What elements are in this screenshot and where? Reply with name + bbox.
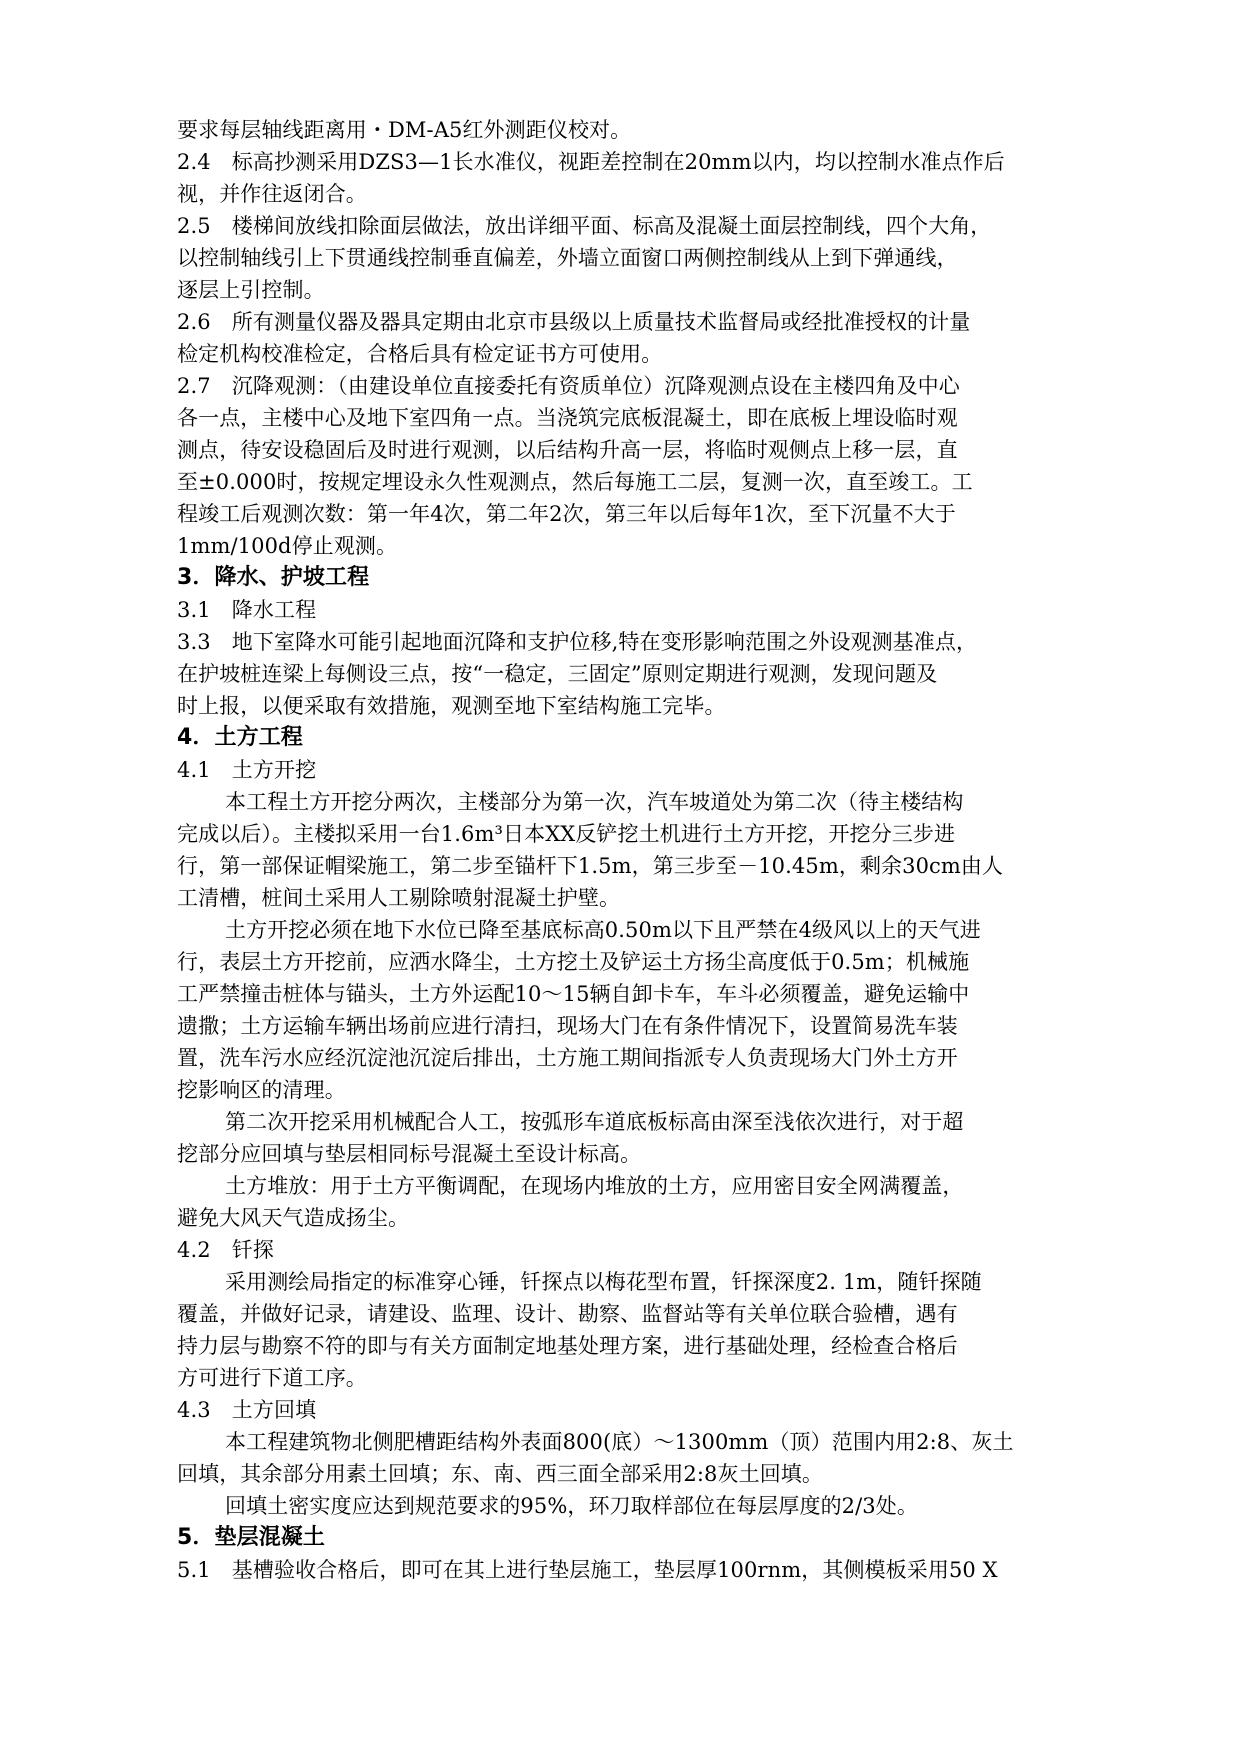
paragraph-line: 完成以后）。主楼拟采用一台1.6m³日本XX反铲挖土机进行土方开挖，开挖分三步进 [177,822,956,846]
subsection-heading: 4.1 土方开挖 [177,758,317,782]
paragraph-line: 至±0.000时，按规定埋设永久性观测点，然后每施工二层，复测一次，直至竣工。工 [177,470,973,494]
paragraph-line: 时上报，以便采取有效措施，观测至地下室结构施工完毕。 [177,694,726,718]
paragraph-line: 采用测绘局指定的标准穿心锤，钎探点以梅花型布置，钎探深度2. 1m，随钎探随 [225,1270,982,1294]
paragraph-line: 3.3 地下室降水可能引起地面沉降和支护位移,特在变形影响范围之外设观测基准点， [177,630,978,654]
paragraph-line: 本工程建筑物北侧肥槽距结构外表面800(底）～1300mm（顶）范围内用2:8、灰土 [225,1430,1014,1454]
paragraph-line: 本工程土方开挖分两次，主楼部分为第一次，汽车坡道处为第二次（待主楼结构 [225,790,964,814]
paragraph-line: 5.1 基槽验收合格后，即可在其上进行垫层施工，垫层厚100rnm，其侧模板采用50 X [177,1558,998,1582]
paragraph-line: 逐层上引控制。 [177,278,325,302]
paragraph-line: 在护坡桩连梁上每侧设三点，按“一稳定，三固定”原则定期进行观测，发现问题及 [177,662,938,686]
paragraph-line: 土方开挖必须在地下水位已降至基底标高0.50m以下且严禁在4级风以上的天气进 [225,918,981,942]
section-heading: 3．降水、护坡工程 [177,565,370,590]
paragraph-line: 各一点，主楼中心及地下室四角一点。当浇筑完底板混凝土，即在底板上埋设临时观 [177,406,958,430]
paragraph-line: 以控制轴线引上下贯通线控制垂直偏差，外墙立面窗口两侧控制线从上到下弹通线， [177,246,958,270]
paragraph-line: 方可进行下道工序。 [177,1366,367,1390]
paragraph-line: 工清槽，桩间土采用人工剔除喷射混凝土护壁。 [177,886,621,910]
section-heading: 4．土方工程 [177,725,303,750]
paragraph-line: 程竣工后观测次数：第一年4次，第二年2次，第三年以后每年1次，至下沉量不大于 [177,502,956,526]
paragraph-line: 回填土密实度应达到规范要求的95%，环刀取样部位在每层厚度的2/3处。 [225,1494,918,1518]
paragraph-line: 1mm/100d停止观测。 [177,534,398,558]
subsection-heading: 4.3 土方回填 [177,1398,317,1422]
paragraph-line: 2.6 所有测量仪器及器具定期由北京市县级以上质量技术监督局或经批准授权的计量 [177,310,971,334]
paragraph-line: 测点，待安设稳固后及时进行观测，以后结构升高一层，将临时观侧点上移一层，直 [177,438,958,462]
paragraph-line: 行，第一部保证帽梁施工，第二步至锚杆下1.5m，第三步至－10.45m，剩余30cm由人 [177,854,1004,878]
paragraph-line: 行，表层土方开挖前，应洒水降尘，土方挖土及铲运土方扬尘高度低于0.5m；机械施 [177,950,970,974]
paragraph-line: 检定机构校准检定，合格后具有检定证书方可使用。 [177,342,663,366]
paragraph-line: 土方堆放：用于土方平衡调配，在现场内堆放的土方，应用密目安全网满覆盖， [225,1174,964,1198]
paragraph-line: 要求每层轴线距离用・DM-A5红外测距仪校对。 [177,118,632,142]
paragraph-line: 挖部分应回填与垫层相同标号混凝土至设计标高。 [177,1142,642,1166]
paragraph-line: 2.4 标高抄测采用DZS3—1长水准仪，视距差控制在20mm以内，均以控制水准点作后 [177,150,1005,174]
paragraph-line: 挖影响区的清理。 [177,1078,346,1102]
paragraph-line: 回填，其余部分用素土回填；东、南、西三面全部采用2:8灰土回填。 [177,1462,823,1486]
paragraph-line: 视，并作往返闭合。 [177,182,367,206]
paragraph-line: 持力层与勘察不符的即与有关方面制定地基处理方案，进行基础处理，经检查合格后 [177,1334,958,1358]
paragraph-line: 2.5 楼梯间放线扣除面层做法，放出详细平面、标高及混凝土面层控制线，四个大角， [177,214,992,238]
paragraph-line: 第二次开挖采用机械配合人工，按弧形车道底板标高由深至浅依次进行，对于超 [225,1110,964,1134]
paragraph-line: 遗撒；土方运输车辆出场前应进行清扫，现场大门在有条件情况下，设置简易洗车装 [177,1014,958,1038]
paragraph-line: 避免大风天气造成扬尘。 [177,1206,410,1230]
paragraph-line: 置，洗车污水应经沉淀池沉淀后排出，土方施工期间指派专人负责现场大门外土方开 [177,1046,958,1070]
subsection-heading: 3.1 降水工程 [177,598,317,622]
paragraph-line: 工严禁撞击桩体与锚头，土方外运配10～15辆自卸卡车，车斗必须覆盖，避免运输中 [177,982,970,1006]
subsection-heading: 4.2 钎探 [177,1238,274,1262]
section-heading: 5．垫层混凝土 [177,1525,326,1550]
paragraph-line: 2.7 沉降观测：（由建设单位直接委托有资质单位）沉降观测点设在主楼四角及中心 [177,374,960,398]
paragraph-line: 覆盖，并做好记录，请建设、监理、设计、勘察、监督站等有关单位联合验槽，遇有 [177,1302,958,1326]
